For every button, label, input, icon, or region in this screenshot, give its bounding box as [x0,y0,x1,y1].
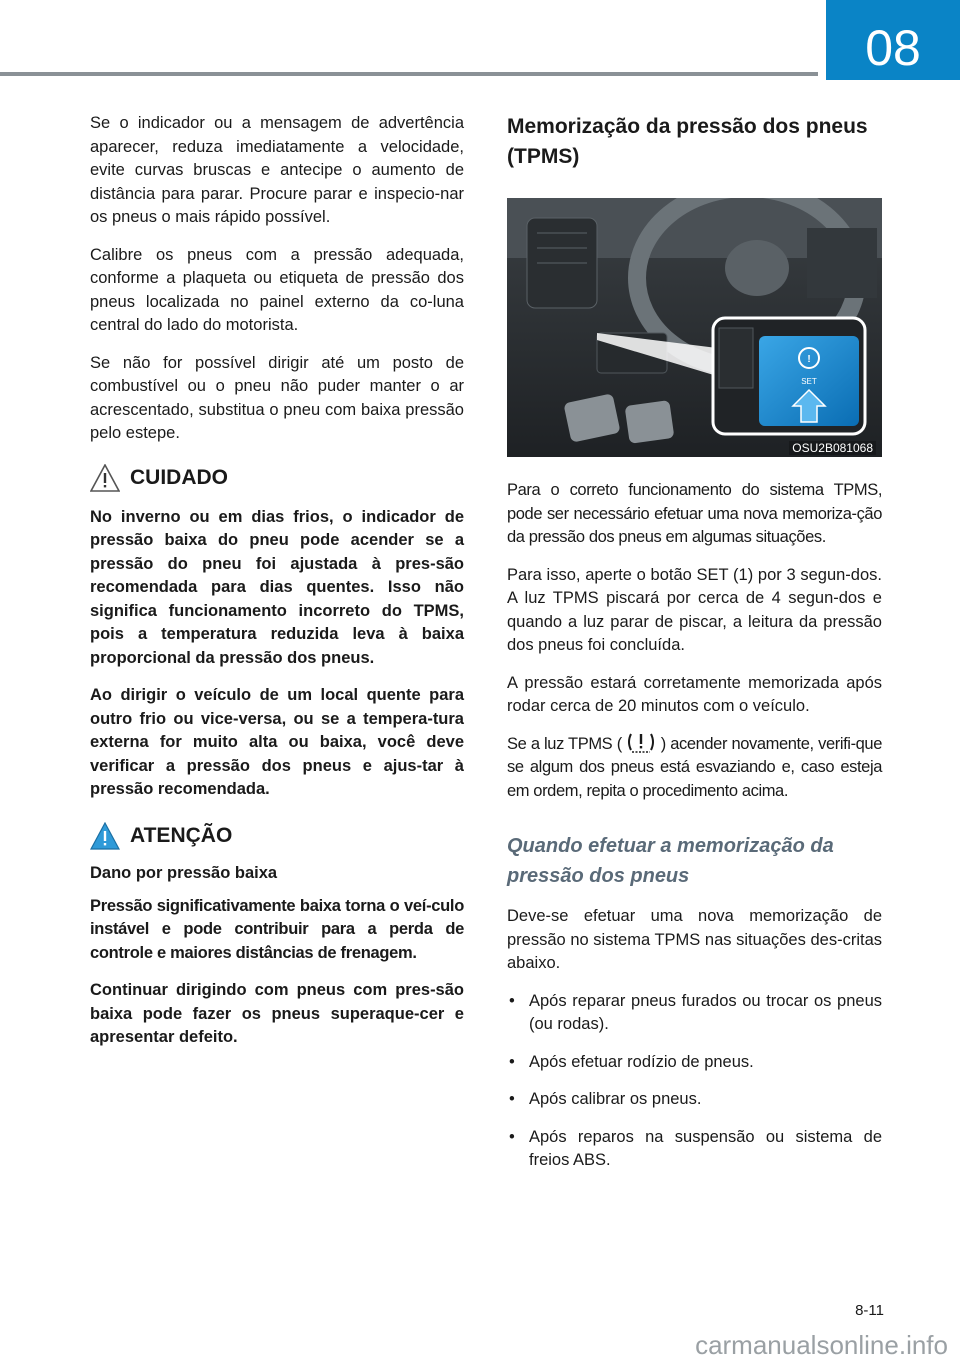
page-number: 8-11 [855,1302,884,1319]
figure-code: OSU2B081068 [789,441,876,455]
paragraph: Para isso, aperte o botão SET (1) por 3 segun-dos. A luz TPMS piscará por cerca de 4 segun-dos e quando a luz parar de piscar, a leitura da pressão dos pneus foi concluída. [507,565,882,654]
dashboard-figure [507,198,882,457]
paragraph: Deve-se efetuar uma nova memorização de pressão no sistema TPMS nas situações des-critas abaixo. [507,907,882,972]
caution-paragraph: No inverno ou em dias frios, o indicador de pressão baixa do pneu pode acender se a pressão do pneu foi ajustada à pres-são recomendada para dias quentes. Isso não significa funcionamento incorreto do TPMS, pois a temperatura reduzida leva à baixa proporcional da pressão dos pneus. [90,507,464,667]
caution-title: CUIDADO [130,465,228,489]
warning-paragraph: Pressão significativamente baixa torna o veí-culo instável e pode contribuir para a perda de controle e maiores distâncias de frenagem. [90,896,464,962]
list-item: • Após reparos na suspensão ou sistema de freios ABS. [507,1126,882,1173]
warning-triangle-icon [90,464,120,492]
warning-triangle-icon [90,822,120,850]
svg-text:!: ! [807,354,811,365]
set-button-label: SET [801,377,817,386]
paragraph: A pressão estará corretamente memorizada após rodar cerca de 20 minutos com o veículo. [507,673,882,715]
warning-subtitle: Dano por pressão baixa [90,863,278,882]
subsection-title: Quando efetuar a memorização da pressão dos pneus [507,835,834,887]
list-item: • Após reparar pneus furados ou trocar os pneus (ou rodas). [507,990,882,1037]
watermark: carmanualsonline.info [695,1330,948,1360]
chapter-tab: 08 [826,0,960,80]
list-item: • Após efetuar rodízio de pneus. [507,1051,882,1075]
list-item: • Após calibrar os pneus. [507,1088,882,1112]
caution-heading [90,464,464,492]
dashboard-illustration [507,198,882,457]
warning-paragraph: Continuar dirigindo com pneus com pres-são baixa pode fazer os pneus superaque-cer e apresentar defeito. [90,981,464,1046]
paragraph: Se não for possível dirigir até um posto de combustível ou o pneu não puder manter o ar acrescentado, substitua o pneu com baixa pressão pelo estepe. [90,353,464,442]
tpms-warning-icon [626,731,656,753]
paragraph-end: ) acender novamente, verifi-que se algum dos pneus está esvaziando e, caso esteja em ordem, repita o procedimento acima. [507,734,882,800]
left-column [90,112,464,1064]
paragraph-start: Se a luz TPMS ( [507,734,622,753]
paragraph: Para o correto funcionamento do sistema TPMS, pode ser necessário efetuar uma nova memoriza-ção da pressão dos pneus em algumas situações. [507,481,882,546]
paragraph [507,733,882,804]
section-title: Memorização da pressão dos pneus (TPMS) [507,115,868,168]
caution-paragraph: Ao dirigir o veículo de um local quente para outro frio ou vice-versa, ou se a tempera-tura externa for muito alta ou baixa, você deve verificar a pressão dos pneus e ajus-tar à pressão recomendada. [90,686,464,798]
warning-title: ATENÇÃO [130,823,233,847]
header-rule [0,72,818,76]
warning-heading [90,822,464,850]
paragraph: Se o indicador ou a mensagem de advertência aparecer, reduza imediatamente a velocidade, evite curvas bruscas e antecipe o aumento de distância para parar. Procure parar e inspecio-nar os pneus o mais rápido possível. [90,114,464,226]
right-column [507,112,882,1187]
bullet-list [507,990,882,1173]
paragraph: Calibre os pneus com a pressão adequada, conforme a plaqueta ou etiqueta de pressão dos pneus localizada no painel externo da co-luna central do lado do motorista. [90,245,464,334]
